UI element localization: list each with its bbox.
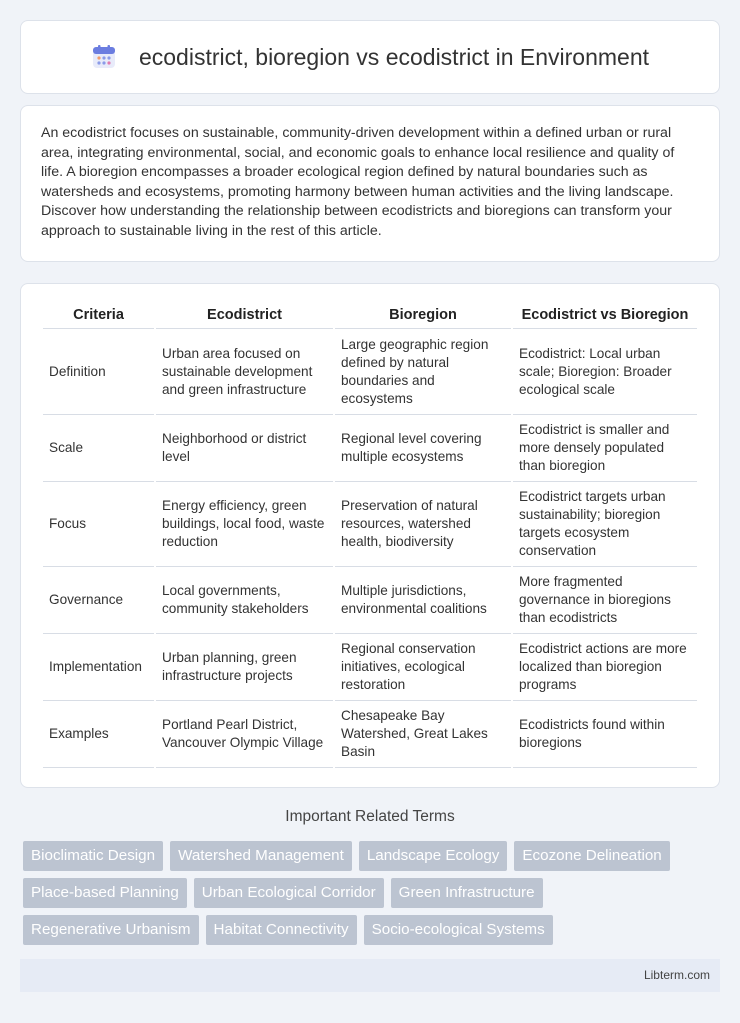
table-cell: Definition bbox=[43, 329, 154, 415]
table-cell: More fragmented governance in bioregions than ecodistricts bbox=[513, 567, 697, 634]
table-cell: Ecodistricts found within bioregions bbox=[513, 701, 697, 768]
related-term-tag[interactable]: Ecozone Delineation bbox=[514, 841, 669, 871]
tag-row bbox=[23, 915, 723, 945]
table-cell: Scale bbox=[43, 415, 154, 482]
table-cell: Ecodistrict targets urban sustainability; bioregion targets ecosystem conservation bbox=[513, 482, 697, 567]
column-header: Ecodistrict bbox=[156, 302, 333, 329]
intro-text: An ecodistrict focuses on sustainable, community-driven development within a defined urban or rural area, integrating environmental, social, and economic goals to enhance local resilience and quality of life. A bioregion encompasses a broader ecological region defined by natural boundaries such as watersheds and ecosystems, promoting harmony between human activities and the living landscape. Discover how understanding the relationship between ecodistricts and bioregions can transform your approach to sustainable living in the rest of this article. bbox=[41, 125, 675, 239]
table-cell: Focus bbox=[43, 482, 154, 567]
related-term-tag[interactable]: Bioclimatic Design bbox=[23, 841, 163, 871]
table-row bbox=[43, 482, 697, 567]
table-header-row bbox=[43, 302, 697, 329]
table-cell: Ecodistrict actions are more localized than bioregion programs bbox=[513, 634, 697, 701]
comparison-table-card bbox=[20, 283, 720, 788]
table-row bbox=[43, 329, 697, 415]
table-cell: Urban area focused on sustainable development and green infrastructure bbox=[156, 329, 333, 415]
table-cell: Multiple jurisdictions, environmental coalitions bbox=[335, 567, 511, 634]
table-cell: Preservation of natural resources, watershed health, biodiversity bbox=[335, 482, 511, 567]
calendar-icon bbox=[91, 44, 117, 70]
comparison-table bbox=[41, 302, 699, 768]
table-cell: Examples bbox=[43, 701, 154, 768]
table-row bbox=[43, 567, 697, 634]
footer bbox=[20, 959, 720, 992]
related-term-tag[interactable]: Habitat Connectivity bbox=[206, 915, 357, 945]
table-cell: Chesapeake Bay Watershed, Great Lakes Basin bbox=[335, 701, 511, 768]
related-term-tag[interactable]: Urban Ecological Corridor bbox=[194, 878, 384, 908]
footer-brand-link[interactable]: Libterm.com bbox=[643, 968, 710, 982]
page-title: ecodistrict, bioregion vs ecodistrict in Environment bbox=[138, 43, 650, 70]
table-cell: Neighborhood or district level bbox=[156, 415, 333, 482]
table-cell: Regional level covering multiple ecosystems bbox=[335, 415, 511, 482]
related-term-tag[interactable]: Socio-ecological Systems bbox=[364, 915, 553, 945]
column-header: Bioregion bbox=[335, 302, 511, 329]
table-cell: Large geographic region defined by natural boundaries and ecosystems bbox=[335, 329, 511, 415]
table-cell: Implementation bbox=[43, 634, 154, 701]
table-cell: Governance bbox=[43, 567, 154, 634]
table-row bbox=[43, 415, 697, 482]
table-cell: Urban planning, green infrastructure projects bbox=[156, 634, 333, 701]
column-header: Criteria bbox=[43, 302, 154, 329]
table-cell: Portland Pearl District, Vancouver Olympic Village bbox=[156, 701, 333, 768]
table-cell: Energy efficiency, green buildings, local food, waste reduction bbox=[156, 482, 333, 567]
related-term-tag[interactable]: Place-based Planning bbox=[23, 878, 187, 908]
table-cell: Ecodistrict is smaller and more densely populated than bioregion bbox=[513, 415, 697, 482]
intro-card bbox=[20, 105, 720, 262]
related-terms-tags bbox=[23, 841, 723, 952]
related-term-tag[interactable]: Watershed Management bbox=[170, 841, 352, 871]
tag-row bbox=[23, 878, 723, 908]
table-row bbox=[43, 701, 697, 768]
table-row bbox=[43, 634, 697, 701]
table-cell: Local governments, community stakeholders bbox=[156, 567, 333, 634]
table-cell: Regional conservation initiatives, ecological restoration bbox=[335, 634, 511, 701]
related-term-tag[interactable]: Regenerative Urbanism bbox=[23, 915, 199, 945]
related-term-tag[interactable]: Landscape Ecology bbox=[359, 841, 508, 871]
related-terms-title: Important Related Terms bbox=[285, 808, 455, 825]
related-term-tag[interactable]: Green Infrastructure bbox=[391, 878, 543, 908]
header-card bbox=[20, 20, 720, 94]
tag-row bbox=[23, 841, 723, 871]
column-header: Ecodistrict vs Bioregion bbox=[513, 302, 697, 329]
table-cell: Ecodistrict: Local urban scale; Bioregion: Broader ecological scale bbox=[513, 329, 697, 415]
